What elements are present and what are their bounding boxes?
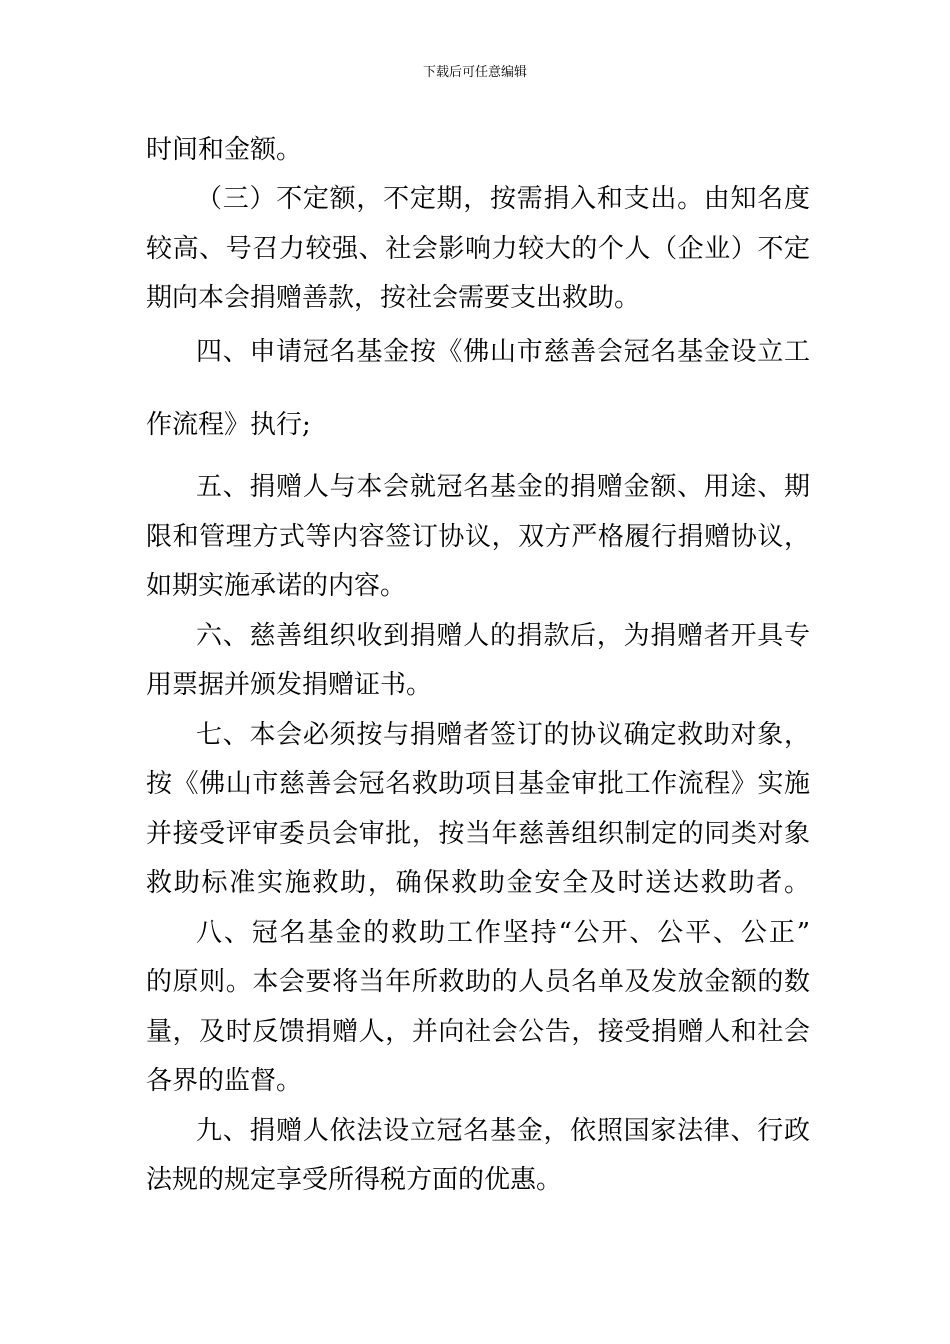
- text-line: 按《佛山市慈善会冠名救助项目基金审批工作流程》实施: [146, 769, 810, 799]
- text-line: 较高、号召力较强、社会影响力较大的个人（企业）不定: [146, 234, 810, 264]
- text-line: 八、冠名基金的救助工作坚持“公开、公平、公正”: [196, 918, 810, 948]
- text-line: 并接受评审委员会审批，按当年慈善组织制定的同类对象: [146, 819, 810, 849]
- text-line: 五、捐赠人与本会就冠名基金的捐赠金额、用途、期: [196, 472, 810, 502]
- text-line: 四、申请冠名基金按《佛山市慈善会冠名基金设立工: [196, 337, 810, 367]
- text-line: 六、慈善组织收到捐赠人的捐款后，为捐赠者开具专: [196, 621, 810, 651]
- text-line: 救助标准实施救助，确保救助金安全及时送达救助者。: [146, 868, 810, 898]
- text-line: 各界的监督。: [146, 1066, 303, 1096]
- header-note: 下载后可任意编辑: [422, 65, 527, 80]
- text-line: 如期实施承诺的内容。: [146, 571, 407, 601]
- text-line: 量，及时反馈捐赠人，并向社会公告，接受捐赠人和社会: [146, 1017, 810, 1047]
- text-line: 九、捐赠人依法设立冠名基金，依照国家法律、行政: [196, 1116, 810, 1146]
- text-line: 用票据并颁发捐赠证书。: [146, 670, 433, 700]
- text-line: 法规的规定享受所得税方面的优惠。: [146, 1165, 563, 1195]
- text-line: 作流程》执行;: [146, 410, 311, 440]
- text-line: 的原则。本会要将当年所救助的人员名单及发放金额的数: [146, 967, 810, 997]
- text-line: 限和管理方式等内容签订协议，双方严格履行捐赠协议，: [146, 522, 810, 552]
- text-line: 七、本会必须按与捐赠者签订的协议确定救助对象，: [196, 720, 810, 750]
- text-line: （三）不定额，不定期，按需捐入和支出。由知名度: [196, 184, 810, 214]
- text-line: 期向本会捐赠善款，按社会需要支出救助。: [146, 283, 641, 313]
- text-line: 时间和金额。: [146, 135, 303, 165]
